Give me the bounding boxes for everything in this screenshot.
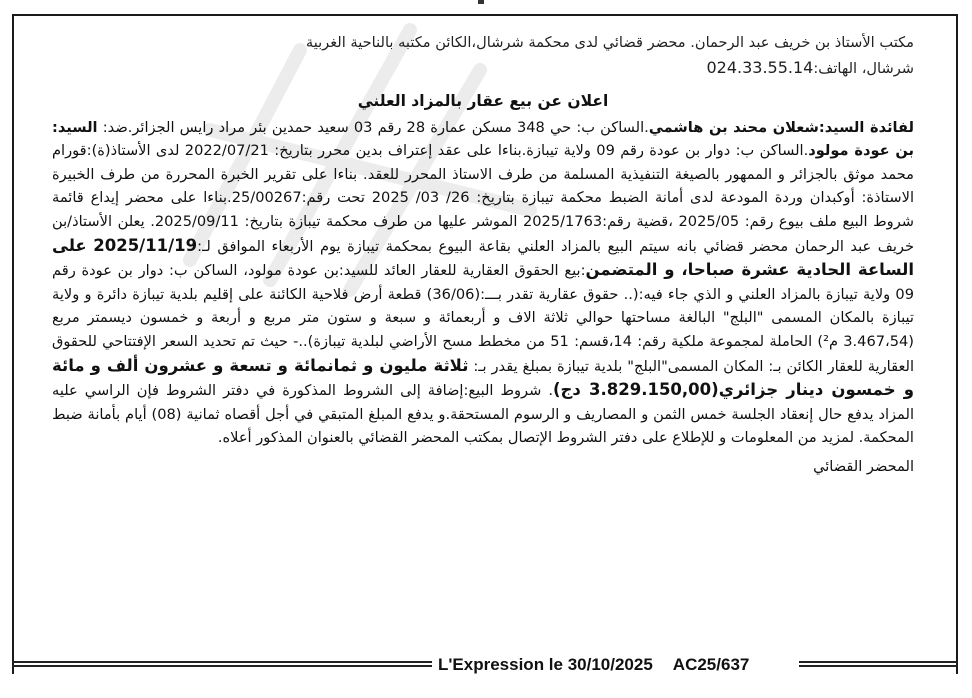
defendant-address: .الساكن ب: دوار بن عودة رقم 09 ولاية تيبازة.بناءا على عقد إعتراف بدين محرر بتاريخ: 2022/07/21 لدى الأستاذ(ة):قورام محمد موثق بالجزائر و الممهور بالصيغة التنفيذية المسلمة من طرف الاستاذ المحرر للعقد. بناءا على تقرير الخبرة المحررة من طرف الخبيرة الاستاذة: أوكبدان وردة المودعة لدى أمانة الضبط محكمة تيبازة بتاريخ: 26/ 03/ 2025 تحت رقم:25/00267.بناءا على محضر إيداع قائمة شروط البيع ملف بيوع رقم: 2025/05 ،قضية رقم:2025/1763 الموشر عليها من طرف محكمة تيبازة بتاريخ: 2025/09/11. يعلن الأستاذ/بن خريف عبد الرحمان محضر قضائي بانه سيتم البيع بالمزاد العلني بقاعة البيوع بمحكمة تيبازة يوم الأربعاء الموافق لـ: bbox=[52, 142, 915, 255]
sale-conditions: . شروط البيع:إضافة إلى الشروط المذكورة في دفتر الشروط فإن الراسي عليه المزاد يدفع حال إنعقاد الجلسة خمس الثمن و المصاريف و الرسوم المستحقة.و يدفع المبلغ المتبقي في أجل أقصاه ثمانية (08) أيام بأمانة ضبط المحكمة. لمزيد من المعلومات و للإطلاع على دفتر الشروط الإتصال بمكتب المحضر القضائي بالعنوان المذكور أعلاه. bbox=[52, 382, 914, 447]
office-header-line2-label: شرشال، الهاتف: bbox=[813, 60, 914, 77]
footer-rule-left bbox=[12, 661, 432, 667]
footer-label bbox=[438, 655, 796, 675]
announcement-body bbox=[52, 116, 914, 450]
office-header-line1: مكتب الأستاذ بن خريف عبد الرحمان. محضر قضائي لدى محكمة شرشال،الكائن مكتبه بالناحية الغربية bbox=[305, 34, 914, 51]
defendant-label: السيد: بن عودة مولود bbox=[52, 118, 914, 160]
beneficiary-address: .الساكن ب: حي 348 مسكن عمارة 28 رقم 03 سعيد حمدين بئر مراد رايس الجزائر.ضد: bbox=[102, 118, 649, 136]
office-phone: 024.33.55.14 bbox=[706, 58, 814, 77]
office-header bbox=[52, 30, 914, 81]
publication-info: L'Expression le 30/10/2025 bbox=[438, 655, 653, 674]
sale-time: على الساعة الحادية عشرة صباحا، و المتضمن bbox=[52, 235, 914, 280]
signature: المحضر القضائي bbox=[813, 457, 914, 475]
property-description: :بيع الحقوق العقارية للعقار العائد للسيد:بن عودة مولود، الساكن ب: دوار بن عودة رقم 09 ولاية تيبازة بالمزاد العلني و الذي جاء فيه:(.. حقوق عقارية تقدر بـــ:(36/06) قطعة أرض فلاحية الكائنة على إقليم بلدية تيبازة دائرة و ولاية تيبازة بالمكان المسمى "البلج" البالغة مساحتها حوالي ثلاثة الاف و أربعمائة و سبعة و ستون متر مربع و أربعة و خمسون ديسمتر مربع (3.467،54 م²) الحاملة لمجموعة ملكية رقم: 14،قسم: 51 من مخطط مسح الأراضي لبلدية تيبازة)..- حيث تم تحديد السعر الإفتتاحي للحقوق العقارية للعقار الكائن بـ: المكان المسمى"البلج" بلدية تيبازة بمبلغ يقدر بـ: bbox=[52, 262, 915, 375]
footer bbox=[12, 655, 958, 677]
reference-code: AC25/637 bbox=[672, 655, 750, 674]
announcement-title: اعلان عن بيع عقار بالمزاد العلني bbox=[357, 92, 609, 110]
beneficiary-label: لفائدة السيد: bbox=[818, 118, 915, 136]
notice-content bbox=[52, 30, 914, 479]
price-in-words: ثلاثة مليون و ثمانمائة و تسعة و عشرون ألف و مائة و خمسون دينار جزائري bbox=[52, 355, 914, 400]
top-tick-mark bbox=[478, 0, 484, 4]
beneficiary-name: شعلان محند بن هاشمي bbox=[648, 118, 819, 136]
sale-date: 2025/11/19 bbox=[93, 235, 198, 255]
price-figure: (3.829.150,00 دج) bbox=[552, 380, 719, 400]
footer-rule-right bbox=[799, 661, 958, 667]
